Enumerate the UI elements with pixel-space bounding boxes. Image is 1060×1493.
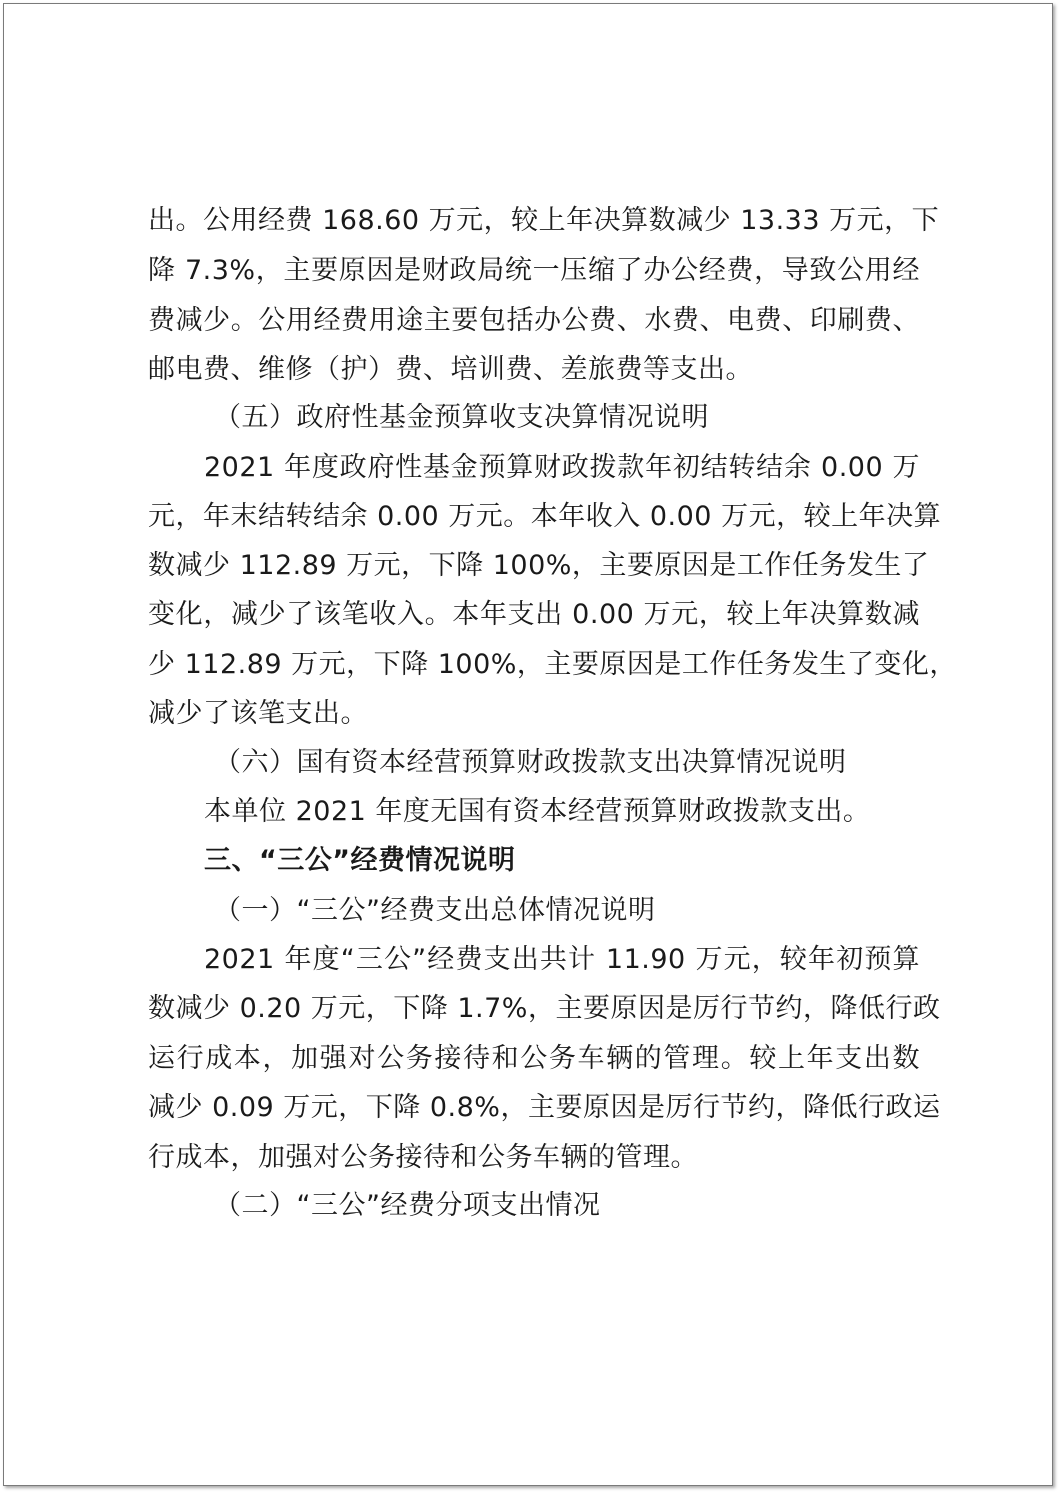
section-heading-1: （一）“三公”经费支出总体情况说明 xyxy=(214,895,656,926)
section-heading-2: （二）“三公”经费分项支出情况 xyxy=(214,1190,601,1221)
paragraph-line: 行成本，加强对公务接待和公务车辆的管理。 xyxy=(148,1142,698,1173)
paragraph-line: 运行成本，加强对公务接待和公务车辆的管理。较上年支出数 xyxy=(148,1043,920,1074)
paragraph-line: 数减少 0.20 万元，下降 1.7%，主要原因是厉行节约，降低行政 xyxy=(148,993,941,1024)
chapter-heading-3: 三、“三公”经费情况说明 xyxy=(204,845,516,876)
paragraph-line: 元，年末结转结余 0.00 万元。本年收入 0.00 万元，较上年决算 xyxy=(148,501,942,532)
paragraph-line: 费减少。公用经费用途主要包括办公费、水费、电费、印刷费、 xyxy=(148,305,920,336)
section-heading-6: （六）国有资本经营预算财政拨款支出决算情况说明 xyxy=(214,747,847,778)
paragraph-line: 数减少 112.89 万元，下降 100%，主要原因是工作任务发生了 xyxy=(148,550,930,581)
section-heading-5: （五）政府性基金预算收支决算情况说明 xyxy=(214,402,709,433)
paragraph-line: 减少 0.09 万元，下降 0.8%，主要原因是厉行节约，降低行政运 xyxy=(148,1092,941,1123)
paragraph-line: 减少了该笔支出。 xyxy=(148,698,368,729)
paragraph-line: 降 7.3%，主要原因是财政局统一压缩了办公经费，导致公用经 xyxy=(148,255,920,286)
paragraph-line: 2021 年度政府性基金预算财政拨款年初结转结余 0.00 万 xyxy=(204,452,920,483)
paragraph-line: 变化，减少了该笔收入。本年支出 0.00 万元，较上年决算数减 xyxy=(148,599,920,630)
paragraph-line: 少 112.89 万元，下降 100%，主要原因是工作任务发生了变化， xyxy=(148,649,957,680)
paragraph-line: 邮电费、维修（护）费、培训费、差旅费等支出。 xyxy=(148,354,753,385)
paragraph-line: 2021 年度“三公”经费支出共计 11.90 万元，较年初预算 xyxy=(204,944,920,975)
paragraph-line: 出。公用经费 168.60 万元，较上年决算数减少 13.33 万元，下 xyxy=(148,205,940,236)
paragraph-line: 本单位 2021 年度无国有资本经营预算财政拨款支出。 xyxy=(204,796,871,827)
